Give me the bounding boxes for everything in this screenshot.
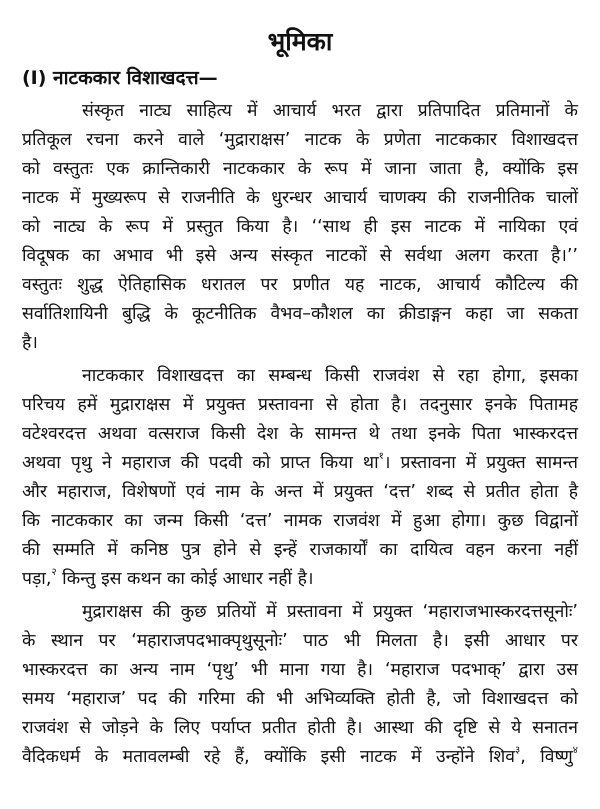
section-heading: (I) नाटककार विशाखदत्त— <box>22 67 218 89</box>
text-segment: , विष्णु <box>520 747 573 767</box>
text-line: की सम्मति में कनिष्ठ पुत्र होने से इन्हें राजकार्यों का दायित्व वहन करना नहीं <box>22 540 578 560</box>
text-line: नाटककार विशाखदत्त का सम्बन्ध किसी राजवंश से रहा होगा, इसका <box>82 366 578 386</box>
text-line: प्रतिकूल रचना करने वाले ‘मुद्राराक्षस’ नाटक के प्रणेता नाटककार विशाखदत्त <box>22 130 578 150</box>
footnote-marker: ३ <box>515 745 521 756</box>
text-line: नाटक में मुख्यरूप से राजनीति के धुरन्धर आचार्य चाणक्य की राजनीतिक चालों <box>22 188 578 208</box>
footnote-marker: ४ <box>572 745 578 756</box>
footnote-marker: २ <box>51 567 57 578</box>
text-line <box>22 449 578 478</box>
text-line: और महाराज, विशेषणों एवं नाम के अन्त में प्रयुक्त ‘दत्त’ शब्द से प्रतीत होता है <box>22 482 578 502</box>
text-line: वटेश्वरदत्त अथवा वत्सराज किसी देश के सामन्त थे तथा इनके पिता भास्करदत्त <box>22 424 578 444</box>
text-segment: वैदिकधर्म के मतावलम्बी रहे हैं, क्योंकि इसी नाटक में उन्होंने शिव <box>22 747 515 767</box>
text-line <box>22 565 578 594</box>
text-line: को वस्तुतः एक क्रान्तिकारी नाटककार के रूप में जाना जाता है, क्योंकि इस <box>22 159 578 179</box>
text-line: वस्तुतः शुद्ध ऐतिहासिक धरातल पर प्रणीत यह नाटक, आचार्य कौटिल्य की <box>22 275 578 295</box>
text-line: के स्थान पर ‘महाराजपदभाक्पृथुसूनोः’ पाठ भी मिलता है। इसी आधार पर <box>22 631 578 651</box>
text-line: संस्कृत नाट्य साहित्य में आचार्य भरत द्वारा प्रतिपादित प्रतिमानों के <box>82 101 578 121</box>
text-line: कि नाटककार का जन्म किसी ‘दत्त’ नामक राजवंश में हुआ होगा। कुछ विद्वानों <box>22 511 578 531</box>
text-line: विदूषक का अभाव भी इसे अन्य संस्कृत नाटकों से सर्वथा अलग करता है।’’ <box>22 246 578 266</box>
paragraph-3 <box>22 598 578 772</box>
text-line: सर्वातिशायिनी बुद्धि के कूटनीतिक वैभव–कौशल का क्रीडाङ्गन कहा जा सकता <box>22 304 578 324</box>
paragraph-2 <box>22 362 578 594</box>
text-line <box>22 743 578 772</box>
page-title: भूमिका <box>267 27 333 56</box>
text-line: समय ‘महाराज’ पद की गरिमा की भी अभिव्यक्ति होती है, जो विशाखदत्त को <box>22 689 578 709</box>
text-line: परिचय हमें मुद्राराक्षस में प्रयुक्त प्रस्तावना से होता है। तदनुसार इनके पितामह <box>22 395 578 415</box>
text-segment: । प्रस्तावना में प्रयुक्त सामन्त <box>383 453 578 473</box>
document-body <box>22 97 578 776</box>
paragraph-1 <box>22 97 578 358</box>
footnote-marker: १ <box>378 451 384 462</box>
text-segment: पड़ा, <box>22 569 52 589</box>
text-line: मुद्राराक्षस की कुछ प्रतियों में प्रस्तावना में प्रयुक्त ‘महाराजभास्करदत्तसूनोः’ <box>82 602 578 622</box>
text-line: राजवंश से जोड़ने के लिए पर्याप्त प्रतीत होती है। आस्था की दृष्टि से ये सनातन <box>22 718 578 738</box>
text-line: है। <box>22 333 38 353</box>
text-line: भास्करदत्त का अन्य नाम ‘पृथु’ भी माना गया है। ‘महाराज पदभाक्’ द्वारा उस <box>22 660 578 680</box>
text-line: को नाट्य के रूप में प्रस्तुत किया है। ‘‘साथ ही इस नाटक में नायिका एवं <box>22 217 578 237</box>
text-segment: किन्तु इस कथन का कोई आधार नहीं है। <box>56 569 314 589</box>
text-segment: अथवा पृथु ने महाराज की पदवी को प्राप्त किया था <box>22 453 379 473</box>
